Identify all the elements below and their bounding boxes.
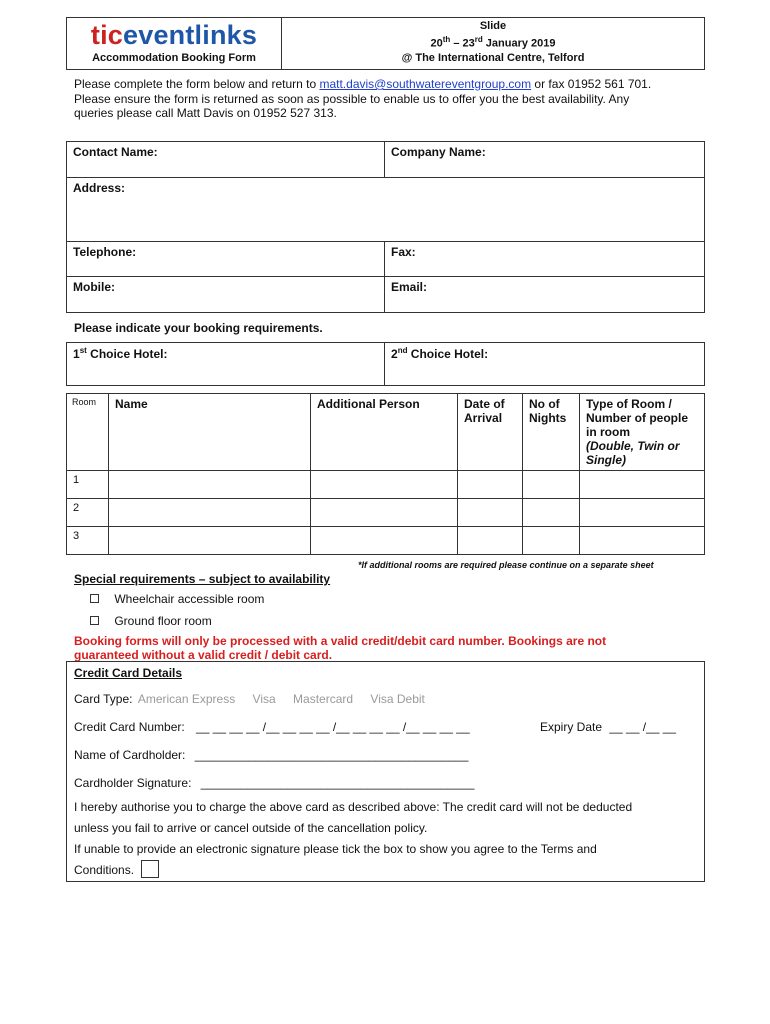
logo-part1: tic <box>90 20 124 50</box>
logo-cell <box>67 18 282 70</box>
contact-name-field[interactable]: Contact Name: <box>67 142 385 178</box>
mobile-field[interactable]: Mobile: <box>67 277 385 313</box>
credit-card-box <box>66 661 705 882</box>
name-header: Name <box>109 394 311 471</box>
cardholder-name-row <box>74 748 468 762</box>
name-cell[interactable] <box>109 527 311 555</box>
rooms-header-row <box>67 394 705 471</box>
expiry-field[interactable]: __ __ /__ __ <box>609 720 677 734</box>
additional-person-header: Additional Person <box>311 394 458 471</box>
address-field[interactable]: Address: <box>67 178 705 242</box>
email-field[interactable]: Email: <box>385 277 705 313</box>
form-title: Accommodation Booking Form <box>92 52 256 64</box>
date-arrival-header: Date of Arrival <box>458 394 523 471</box>
room-number: 2 <box>67 499 109 527</box>
additional-cell[interactable] <box>311 471 458 499</box>
terms-checkbox[interactable] <box>141 860 159 878</box>
additional-cell[interactable] <box>311 499 458 527</box>
company-name-field[interactable]: Company Name: <box>385 142 705 178</box>
intro-line1: Please complete the form below and return to matt.davis@southwatereventgroup.com or fax 01952 561 701. <box>74 77 652 91</box>
special-option-ground-floor[interactable] <box>90 614 212 628</box>
table-row <box>67 471 705 499</box>
logo <box>67 20 281 51</box>
name-cell[interactable] <box>109 499 311 527</box>
nights-header: No of Nights <box>523 394 580 471</box>
signature-field[interactable]: _________________________________________ <box>200 776 475 790</box>
email-link[interactable]: matt.davis@southwatereventgroup.com <box>319 77 532 91</box>
checkbox-wheelchair[interactable] <box>90 594 99 603</box>
cardholder-name-label: Name of Cardholder: <box>74 748 186 762</box>
special-heading: Special requirements – subject to availability <box>74 572 331 586</box>
card-type-mastercard[interactable]: Mastercard <box>293 692 354 706</box>
event-name: Slide <box>479 20 507 32</box>
card-type-row <box>74 692 425 706</box>
logo-part2: eventlinks <box>123 20 258 50</box>
type-cell[interactable] <box>580 527 705 555</box>
room-type-header: Type of Room / Number of people in room (Double, Twin or Single) <box>580 394 705 471</box>
intro-text <box>74 77 714 121</box>
nights-cell[interactable] <box>523 471 580 499</box>
event-venue: @ The International Centre, Telford <box>401 51 585 64</box>
date-cell[interactable] <box>458 471 523 499</box>
signature-label: Cardholder Signature: <box>74 776 192 790</box>
rooms-table <box>66 393 705 555</box>
additional-rooms-note: *If additional rooms are required please continue on a separate sheet <box>358 560 654 570</box>
nights-cell[interactable] <box>523 499 580 527</box>
table-row <box>67 499 705 527</box>
room-number: 1 <box>67 471 109 499</box>
option-label: Wheelchair accessible room <box>114 592 265 606</box>
date-cell[interactable] <box>458 527 523 555</box>
type-cell[interactable] <box>580 499 705 527</box>
date-cell[interactable] <box>458 499 523 527</box>
authorisation-text: I hereby authorise you to charge the above card as described above: The credit card will not be deducted unless you fail to arrive or cancel outside of the cancellation policy. If unable to provide an electronic signature please tick the box to show you agree to the Terms and Conditions. <box>74 800 633 877</box>
first-choice-hotel-field[interactable]: 1st Choice Hotel: <box>67 343 385 386</box>
card-heading: Credit Card Details <box>74 666 183 680</box>
intro-line2: Please ensure the form is returned as soon as possible to enable us to offer you the best availability. Any <box>74 91 630 106</box>
expiry-label: Expiry Date <box>540 720 603 734</box>
room-number: 3 <box>67 527 109 555</box>
second-choice-hotel-field[interactable]: 2nd Choice Hotel: <box>385 343 705 386</box>
additional-cell[interactable] <box>311 527 458 555</box>
checkbox-ground-floor[interactable] <box>90 616 99 625</box>
card-warning: Booking forms will only be processed with a valid credit/debit card number. Bookings are not guaranteed without a valid credit / debit card. <box>74 634 607 662</box>
event-dates: 20th – 23rd January 2019 <box>430 35 556 50</box>
fax-field[interactable]: Fax: <box>385 242 705 277</box>
card-number-label: Credit Card Number: <box>74 720 185 734</box>
card-number-row <box>74 720 470 734</box>
name-cell[interactable] <box>109 471 311 499</box>
card-type-visa-debit[interactable]: Visa Debit <box>370 692 425 706</box>
intro-line3: queries please call Matt Davis on 01952 527 313. <box>74 106 337 120</box>
card-number-field[interactable]: __ __ __ __ /__ __ __ __ /__ __ __ __ /__ __ __ __ <box>196 720 470 734</box>
expiry-row <box>540 720 676 734</box>
nights-cell[interactable] <box>523 527 580 555</box>
table-row <box>67 527 705 555</box>
cardholder-signature-row <box>74 776 474 790</box>
booking-heading: Please indicate your booking requirements. <box>74 321 323 335</box>
card-type-amex[interactable]: American Express <box>137 692 236 706</box>
event-cell <box>282 18 705 70</box>
card-type-visa[interactable]: Visa <box>252 692 276 706</box>
cardholder-name-field[interactable]: _________________________________________ <box>194 748 469 762</box>
option-label: Ground floor room <box>114 614 212 628</box>
type-cell[interactable] <box>580 471 705 499</box>
card-type-label: Card Type: <box>74 692 133 706</box>
special-option-wheelchair[interactable] <box>90 592 264 606</box>
header-table <box>66 17 705 70</box>
room-header: Room <box>67 394 109 471</box>
telephone-field[interactable]: Telephone: <box>67 242 385 277</box>
hotel-choice-table <box>66 342 705 386</box>
contact-table <box>66 141 705 313</box>
